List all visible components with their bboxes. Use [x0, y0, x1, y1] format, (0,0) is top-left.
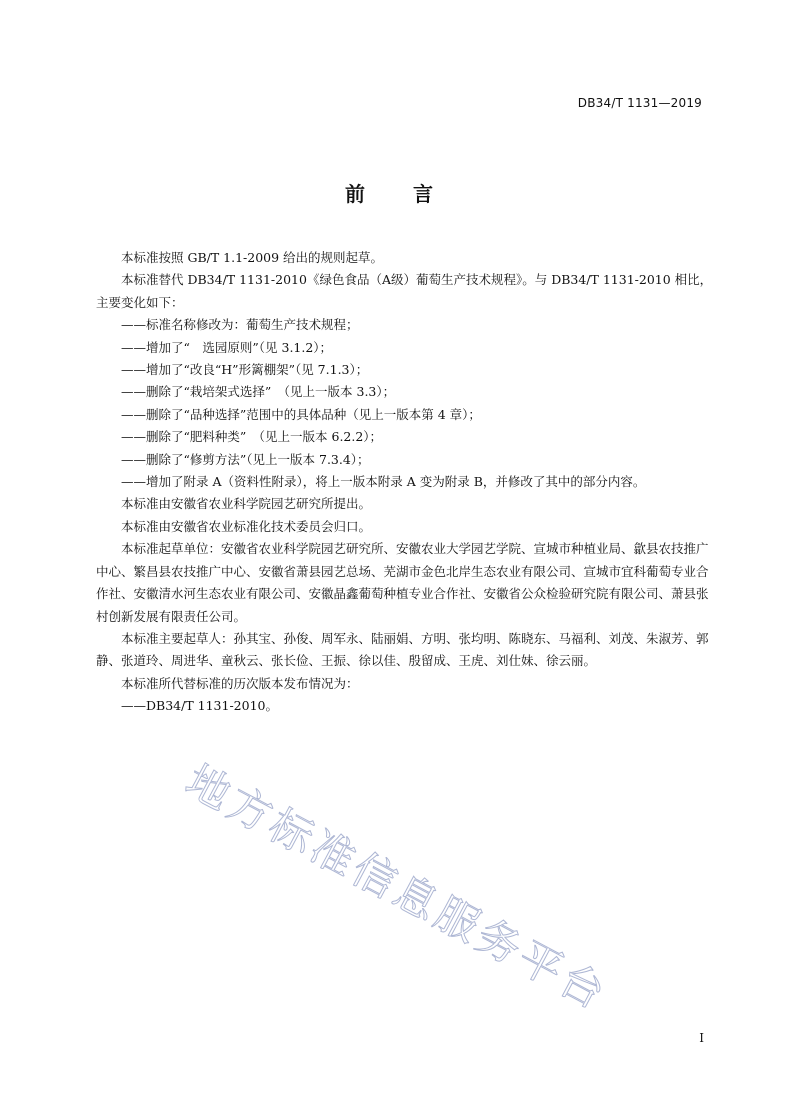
paragraph: 本标准由安徽省农业标准化技术委员会归口。	[121, 518, 372, 534]
list-item: ——删除了“修剪方法”（见上一版本 7.3.4）；	[121, 451, 370, 467]
list-item: ——增加了附录 A（资料性附录），将上一版本附录 A 变为附录 B，并修改了其中的部分内容。	[121, 474, 646, 490]
list-item: ——删除了“栽培架式选择” （见上一版本 3.3）；	[121, 384, 396, 400]
paragraph: 本标准所代替标准的历次版本发布情况为：	[121, 675, 359, 691]
page-number: I	[699, 1031, 704, 1045]
list-item: ——DB34/T 1131-2010。	[121, 698, 278, 714]
watermark: 地方标准信息服务平台	[177, 755, 616, 1021]
paragraph: 本标准替代 DB34/T 1131-2010《绿色食品（A级）葡萄生产技术规程》。与 DB34/T 1131-2010 相比，主要变化如下：	[96, 272, 713, 310]
list-item: ——增加了“ 选园原则”（见 3.1.2）；	[121, 339, 333, 355]
list-item: ——标准名称修改为：葡萄生产技术规程；	[121, 317, 359, 333]
list-item: ——增加了“改良“H”形篱棚架”（见 7.1.3）；	[121, 362, 369, 378]
paragraph: 本标准由安徽省农业科学院园艺研究所提出。	[121, 496, 372, 512]
document-code: DB34/T 1131—2019	[577, 96, 702, 110]
list-item: ——删除了“品种选择”范围中的具体品种（见上一版本第 4 章）；	[121, 406, 481, 422]
list-item: ——删除了“肥料种类” （见上一版本 6.2.2）；	[121, 429, 383, 445]
paragraph: 本标准起草单位：安徽省农业科学院园艺研究所、安徽农业大学园艺学院、宣城市种植业局、歙县农技推广中心、繁昌县农技推广中心、安徽省萧县园艺总场、芜湖市金色北岸生态农业有限公司、宣城市宜科葡萄专业合作社、安徽清水河生态农业有限公司、安徽晶鑫葡萄种植专业合作社、安徽省公众检验研究院有限公司、萧县张村创新发展有限责任公司。	[96, 541, 709, 624]
paragraph: 本标准主要起草人：孙其宝、孙俊、周军永、陆丽娟、方明、张均明、陈晓东、马福利、刘茂、朱淑芳、郭静、张道玲、周进华、童秋云、张长俭、王振、徐以佳、殷留成、王虎、刘仕妹、徐云丽。	[96, 630, 709, 669]
page-title: 前 言	[345, 182, 447, 206]
document-body	[96, 247, 716, 718]
paragraph: 本标准按照 GB/T 1.1-2009 给出的规则起草。	[121, 250, 384, 265]
